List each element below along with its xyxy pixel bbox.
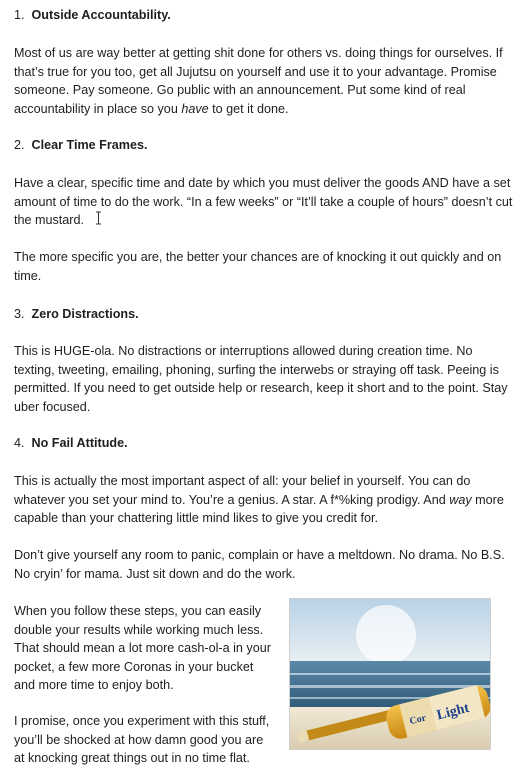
section-heading <box>14 136 514 155</box>
section-title: Clear Time Frames. <box>31 138 148 152</box>
section-number: 3. <box>14 307 25 321</box>
section-number: 1. <box>14 8 25 22</box>
section-title: Zero Distractions. <box>31 307 139 321</box>
svg-text:Cor: Cor <box>408 712 428 728</box>
section-number: 2. <box>14 138 25 152</box>
paragraph: Most of us are way better at getting shit done for others vs. doing things for ourselves. If that’s true for you too, get all Jujutsu on yourself and use it to your advantage. Promise someone. Pay someone. Go public with an announcement. Put some kind of real accountability in place so you have to get it done. <box>14 46 503 116</box>
section-heading <box>14 305 514 324</box>
beach-beer-photo <box>289 598 491 750</box>
section-number: 4. <box>14 436 25 450</box>
section-title: No Fail Attitude. <box>31 436 128 450</box>
paragraph: This is actually the most important aspect of all: your belief in yourself. You can do whatever you set your mind to. You’re a genius. A star. A f*%king prodigy. And way more capable than your chattering little mind likes to give you credit for. <box>14 474 504 526</box>
section-title: Outside Accountability. <box>31 8 171 22</box>
paragraph: When you follow these steps, you can easily double your results while working much less. That should mean a lot more cash-ol-a in your pocket, a few more Coronas in your bucket and more time to enjoy both. <box>14 604 271 693</box>
text-cursor-icon <box>95 211 102 225</box>
emphasis: have <box>181 101 209 116</box>
paragraph: Don’t give yourself any room to panic, complain or have a meltdown. No drama. No B.S. No cryin’ for mama. Just sit down and do the work. <box>14 548 505 581</box>
beach-beer-bottle-icon <box>290 599 490 749</box>
paragraph: The more specific you are, the better your chances are of knocking it out quickly and on time. <box>14 250 502 283</box>
paragraph: This is HUGE-ola. No distractions or interruptions allowed during creation time. No texting, tweeting, emailing, phoning, surfing the interwebs or straying off task. Peeing is permitted. If you need to get outside help or research, keep it short and to the point. Stay uber focused. <box>14 344 508 414</box>
section-heading <box>14 434 514 453</box>
emphasis: way <box>449 492 472 507</box>
paragraph: Have a clear, specific time and date by which you must deliver the goods AND have a set amount of time to do the work. “In a few weeks” or “It’ll take a couple of hours” doesn’t cut the mustard. <box>14 176 513 228</box>
paragraph: I promise, once you experiment with this stuff, you’ll be shocked at how damn good you are at knocking great things out in no time flat. <box>14 714 270 766</box>
section-heading <box>14 6 514 25</box>
svg-text:Light: Light <box>435 700 471 724</box>
